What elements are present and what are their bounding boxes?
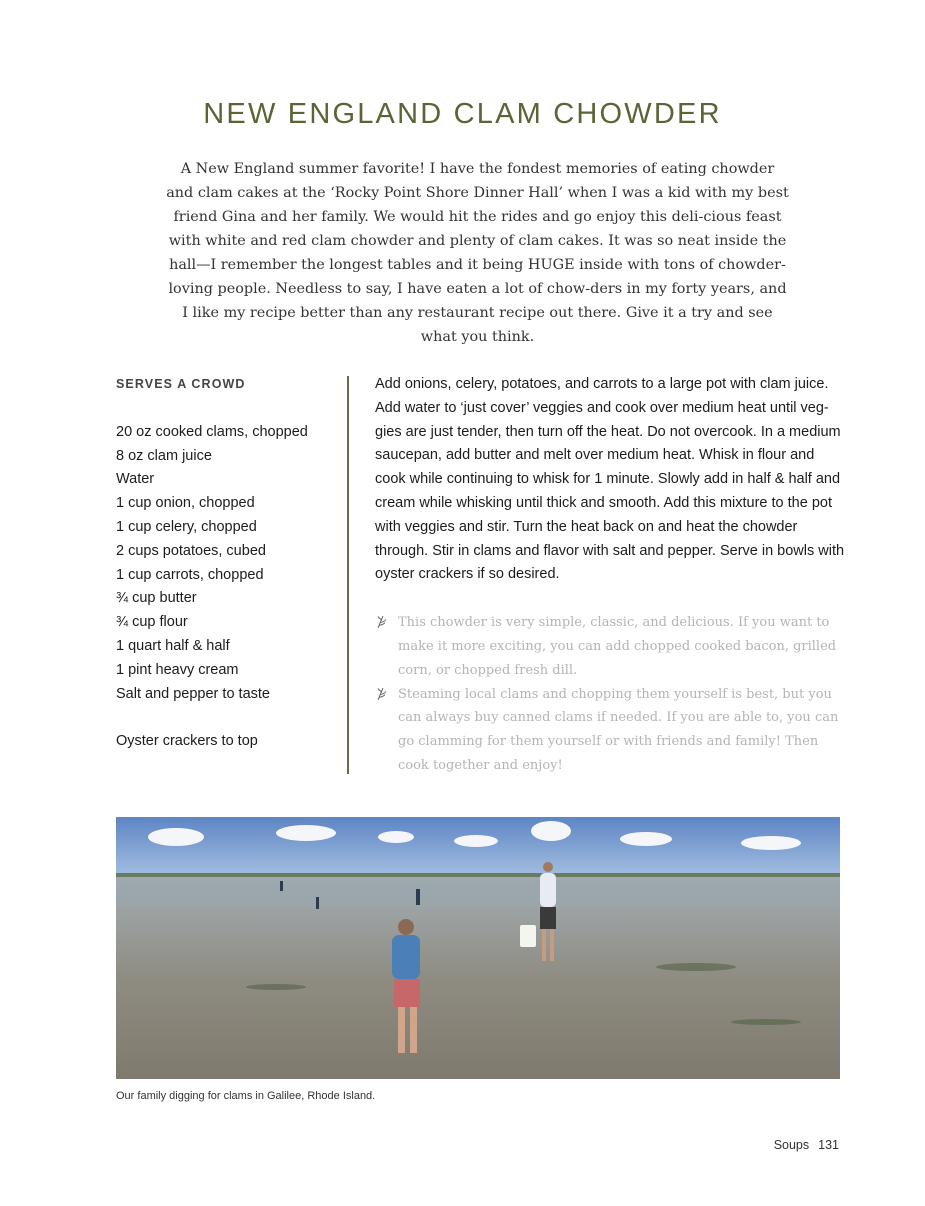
- tip-text: This chowder is very simple, classic, and delicious. If you want to make it more exciting, you can add chopped cooked bacon, grilled corn, or chopped fresh dill.: [398, 615, 837, 678]
- ingredient-item: 8 oz clam juice: [116, 447, 212, 464]
- page-footer: [774, 1138, 839, 1152]
- page-number: 131: [818, 1138, 839, 1152]
- directions-text: Add onions, celery, potatoes, and carrots to a large pot with clam juice. Add water to ‘just cover’ veggies and cook over medium heat until veg-gies are just tender, then turn off the heat. Do not overcook. In a medium saucepan, add butter and melt over medium heat. Whisk in flour and cook while continuing to whisk for 1 minute. Slowly add in half & half and cream while whisking until thick and smooth. Add this mixture to the pot with veggies and stir. Turn the heat back on and heat the chowder through. Stir in clams and flavor with salt and pepper. Serve in bowls with oyster crackers if so desired.: [375, 376, 845, 583]
- tip-text: Steaming local clams and chopping them yourself is best, but you can always buy canned clams if needed. If you are able to, you can go clamming for them yourself or with friends and family! Then cook together and enjoy!: [398, 686, 839, 773]
- wheat-sprig-icon: [375, 687, 387, 701]
- tips-list: [375, 611, 845, 778]
- tip-item: [375, 683, 845, 778]
- ingredient-list: [116, 421, 336, 707]
- clam-digging-photo: [116, 817, 840, 1079]
- recipe-intro: A New England summer favorite! I have the fondest memories of eating chowder and clam cakes at the ‘Rocky Point Shore Dinner Hall’ when I was a kid with my best friend Gina and her family. We would hit the rides and go enjoy this deli-cious feast with white and red clam chowder and plenty of clam cakes. It was so neat inside the hall—I remember the longest tables and it being HUGE inside with tons of chowder-loving people. Needless to say, I have eaten a lot of chow-ders in my forty years, and I like my recipe better than any restaurant recipe out there. Give it a try and see what you think.: [166, 161, 789, 345]
- ingredient-item: 1 quart half & half: [116, 637, 230, 654]
- ingredient-item: Salt and pepper to taste: [116, 685, 270, 702]
- ingredient-item: 20 oz cooked clams, chopped: [116, 423, 308, 440]
- tip-item: [375, 611, 845, 682]
- serves-label: SERVES A CROWD: [116, 377, 246, 391]
- topping-line: Oyster crackers to top: [116, 733, 258, 750]
- wheat-sprig-icon: [375, 615, 387, 629]
- ingredient-item: ¾ cup butter: [116, 590, 197, 607]
- ingredient-item: Water: [116, 471, 155, 488]
- ingredient-item: 1 cup onion, chopped: [116, 495, 255, 512]
- recipe-title: NEW ENGLAND CLAM CHOWDER: [203, 98, 722, 130]
- beach-scene-illustration: [116, 817, 840, 1079]
- photo-caption: Our family digging for clams in Galilee, Rhode Island.: [116, 1090, 376, 1102]
- ingredient-item: ¾ cup flour: [116, 614, 188, 631]
- ingredient-item: 2 cups potatoes, cubed: [116, 542, 266, 559]
- ingredient-item: 1 cup celery, chopped: [116, 518, 257, 535]
- ingredients-column: [116, 373, 336, 754]
- column-divider: [347, 376, 349, 774]
- ingredient-item: 1 pint heavy cream: [116, 661, 239, 678]
- section-name: Soups: [773, 1138, 810, 1152]
- directions-column: [375, 373, 845, 778]
- ingredient-item: 1 cup carrots, chopped: [116, 566, 264, 583]
